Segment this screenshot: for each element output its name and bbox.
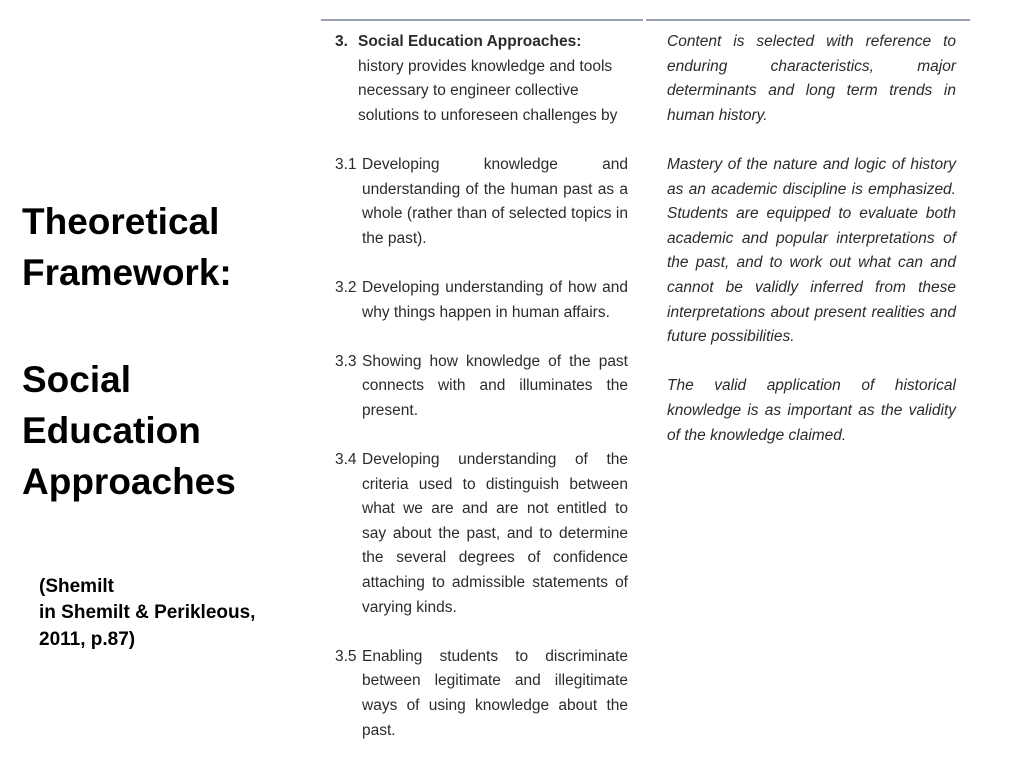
heading-label: Social Education Approaches:: [358, 33, 582, 50]
heading-text: [358, 30, 628, 128]
slide-title: [22, 196, 322, 507]
content-column: [667, 30, 956, 473]
content-paragraph: Mastery of the nature and logic of history as an academic discipline is emphasized. Students are equipped to evaluate both academic and popular interpretations of the past, and to work out what can and cannot be validly inferred from these interpretations about present realities and future possibilities.: [667, 155, 956, 346]
table-top-rule-right: [646, 19, 970, 21]
item-text: Developing understanding of the criteria used to distinguish between what we are and are not entitled to say about the past, and to determine the several degrees of confidence attaching to admissible statements of varying kinds.: [362, 451, 628, 616]
item-text: Developing understanding of how and why things happen in human affairs.: [362, 278, 628, 321]
citation-line: 2011, p.87): [39, 628, 136, 650]
list-item: [335, 448, 628, 620]
citation-line: (Shemilt: [39, 576, 114, 597]
content-paragraph: Content is selected with reference to enduring characteristics, major determinants and long term trends in human history.: [667, 33, 956, 124]
citation: [39, 574, 329, 653]
heading-number: 3.: [335, 33, 348, 50]
list-item: [335, 645, 628, 743]
list-item: [335, 153, 628, 251]
citation-line: in Shemilt & Perikleous,: [39, 602, 256, 624]
item-number: 3.2: [335, 278, 357, 296]
list-item: [335, 350, 628, 424]
approaches-column: [335, 30, 628, 743]
content-paragraph: The valid application of historical knowledge is as important as the validity of the knowledge claimed.: [667, 377, 956, 444]
item-number: 3.1: [335, 155, 357, 173]
item-text: Enabling students to discriminate between legitimate and illegitimate ways of using knowledge about the past.: [362, 647, 628, 739]
item-text: Developing knowledge and understanding of the human past as a whole (rather than of selected topics in the past).: [362, 155, 628, 247]
approach-heading: [335, 30, 628, 128]
title-line: Social: [22, 359, 131, 401]
title-spacer: [22, 298, 322, 354]
list-item: [335, 276, 628, 325]
title-line: Approaches: [22, 461, 236, 503]
heading-description: history provides knowledge and tools necessary to engineer collective solutions to unforeseen challenges by: [358, 57, 618, 124]
title-line: Framework:: [22, 252, 232, 294]
item-number: 3.5: [335, 647, 357, 665]
title-line: Education: [22, 410, 201, 452]
table-top-rule-left: [321, 19, 643, 21]
item-number: 3.3: [335, 352, 357, 370]
item-number: 3.4: [335, 451, 357, 469]
table-excerpt: [321, 16, 971, 746]
item-text: Showing how knowledge of the past connects with and illuminates the present.: [362, 352, 628, 419]
title-line: Theoretical: [22, 201, 220, 242]
